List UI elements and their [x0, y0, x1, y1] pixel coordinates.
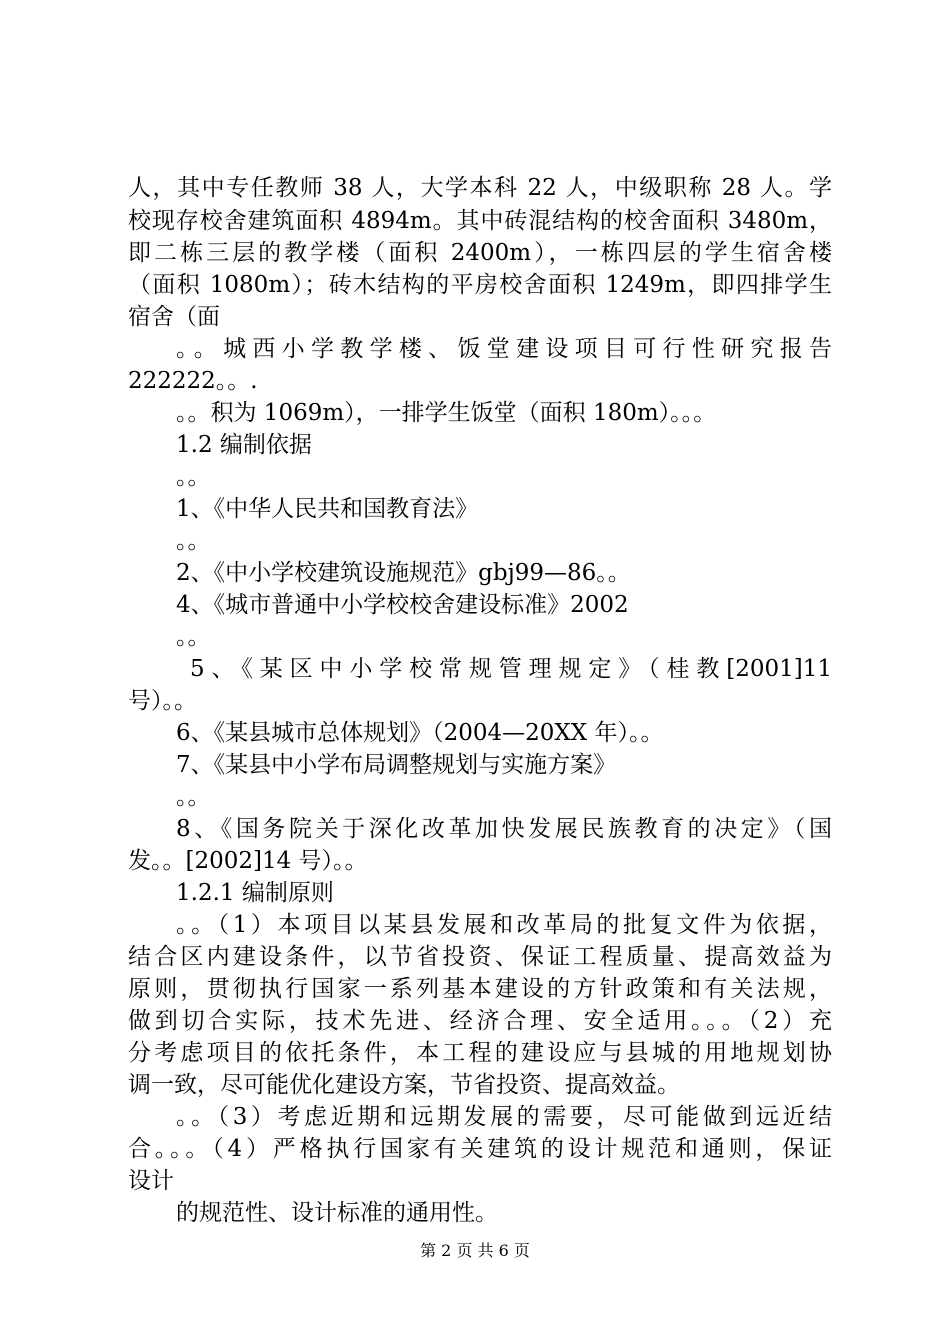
text-line: 结合区内建设条件，以节省投资、保证工程质量、提高效益为 [128, 944, 832, 970]
text-line: 的规范性、设计标准的通用性。 [176, 1200, 498, 1226]
list-item: 5、《某区中小学校常规管理规定》（桂教[2001]11 [190, 656, 832, 682]
list-item: 4、《城市普通中小学校校舍建设标准》2002 [176, 592, 629, 618]
list-item: 1、《中华人民共和国教育法》 [176, 496, 479, 522]
text-line: 宿舍（面 [128, 304, 220, 330]
text-line: 222222。。. [128, 368, 258, 394]
text-line: 合。。。（4）严格执行国家有关建筑的设计规范和通则，保证 [128, 1136, 832, 1162]
text-line: 。。（3）考虑近期和远期发展的需要，尽可能做到远近结 [176, 1104, 832, 1130]
text-line: 。。积为 1069m），一排学生饭堂（面积 180m）。。。 [176, 400, 717, 426]
list-item: 7、《某县中小学布局调整规划与实施方案》 [176, 752, 617, 778]
list-item: 6、《某县城市总体规划》（2004—20XX 年）。。 [176, 720, 664, 746]
text-line: （面积 1080m）；砖木结构的平房校舍面积 1249m，即四排学生 [128, 272, 832, 298]
text-line: 即二栋三层的教学楼（面积 2400m），一栋四层的学生宿舍楼 [128, 240, 832, 266]
text-line: 调一致，尽可能优化建设方案，节省投资、提高效益。 [128, 1072, 680, 1098]
text-line: 人，其中专任教师 38 人，大学本科 22 人，中级职称 28 人。学 [128, 175, 832, 201]
section-heading: 1.2.1 编制原则 [176, 880, 334, 906]
text-line: 。。 [176, 784, 211, 810]
text-line: 做到切合实际，技术先进、经济合理、安全适用。。。（2）充 [128, 1008, 832, 1034]
list-item: 8、《国务院关于深化改革加快发展民族教育的决定》（国 [176, 816, 832, 842]
text-line: 。。 [176, 528, 211, 554]
section-heading: 1.2 编制依据 [176, 432, 312, 458]
list-item: 2、《中小学校建筑设施规范》gbj99—86。。 [176, 560, 631, 586]
text-line: 。。（1）本项目以某县发展和改革局的批复文件为依据， [176, 912, 832, 938]
page-footer: 第 2 页 共 6 页 [420, 1241, 530, 1260]
text-line: 设计 [128, 1168, 174, 1194]
text-line: 。。 [176, 624, 211, 650]
text-line: 发。。[2002]14 号）。。 [128, 848, 368, 874]
text-line: 原则，贯彻执行国家一系列基本建设的方针政策和有关法规， [128, 976, 832, 1002]
text-line: 号）。。 [128, 688, 197, 714]
text-line: 分考虑项目的依托条件，本工程的建设应与县城的用地规划协 [128, 1040, 832, 1066]
text-line: 。。 [176, 464, 211, 490]
text-line: 。。城西小学教学楼、饭堂建设项目可行性研究报告 [176, 336, 832, 362]
text-line: 校现存校舍建筑面积 4894m。其中砖混结构的校舍面积 3480m， [128, 208, 832, 234]
